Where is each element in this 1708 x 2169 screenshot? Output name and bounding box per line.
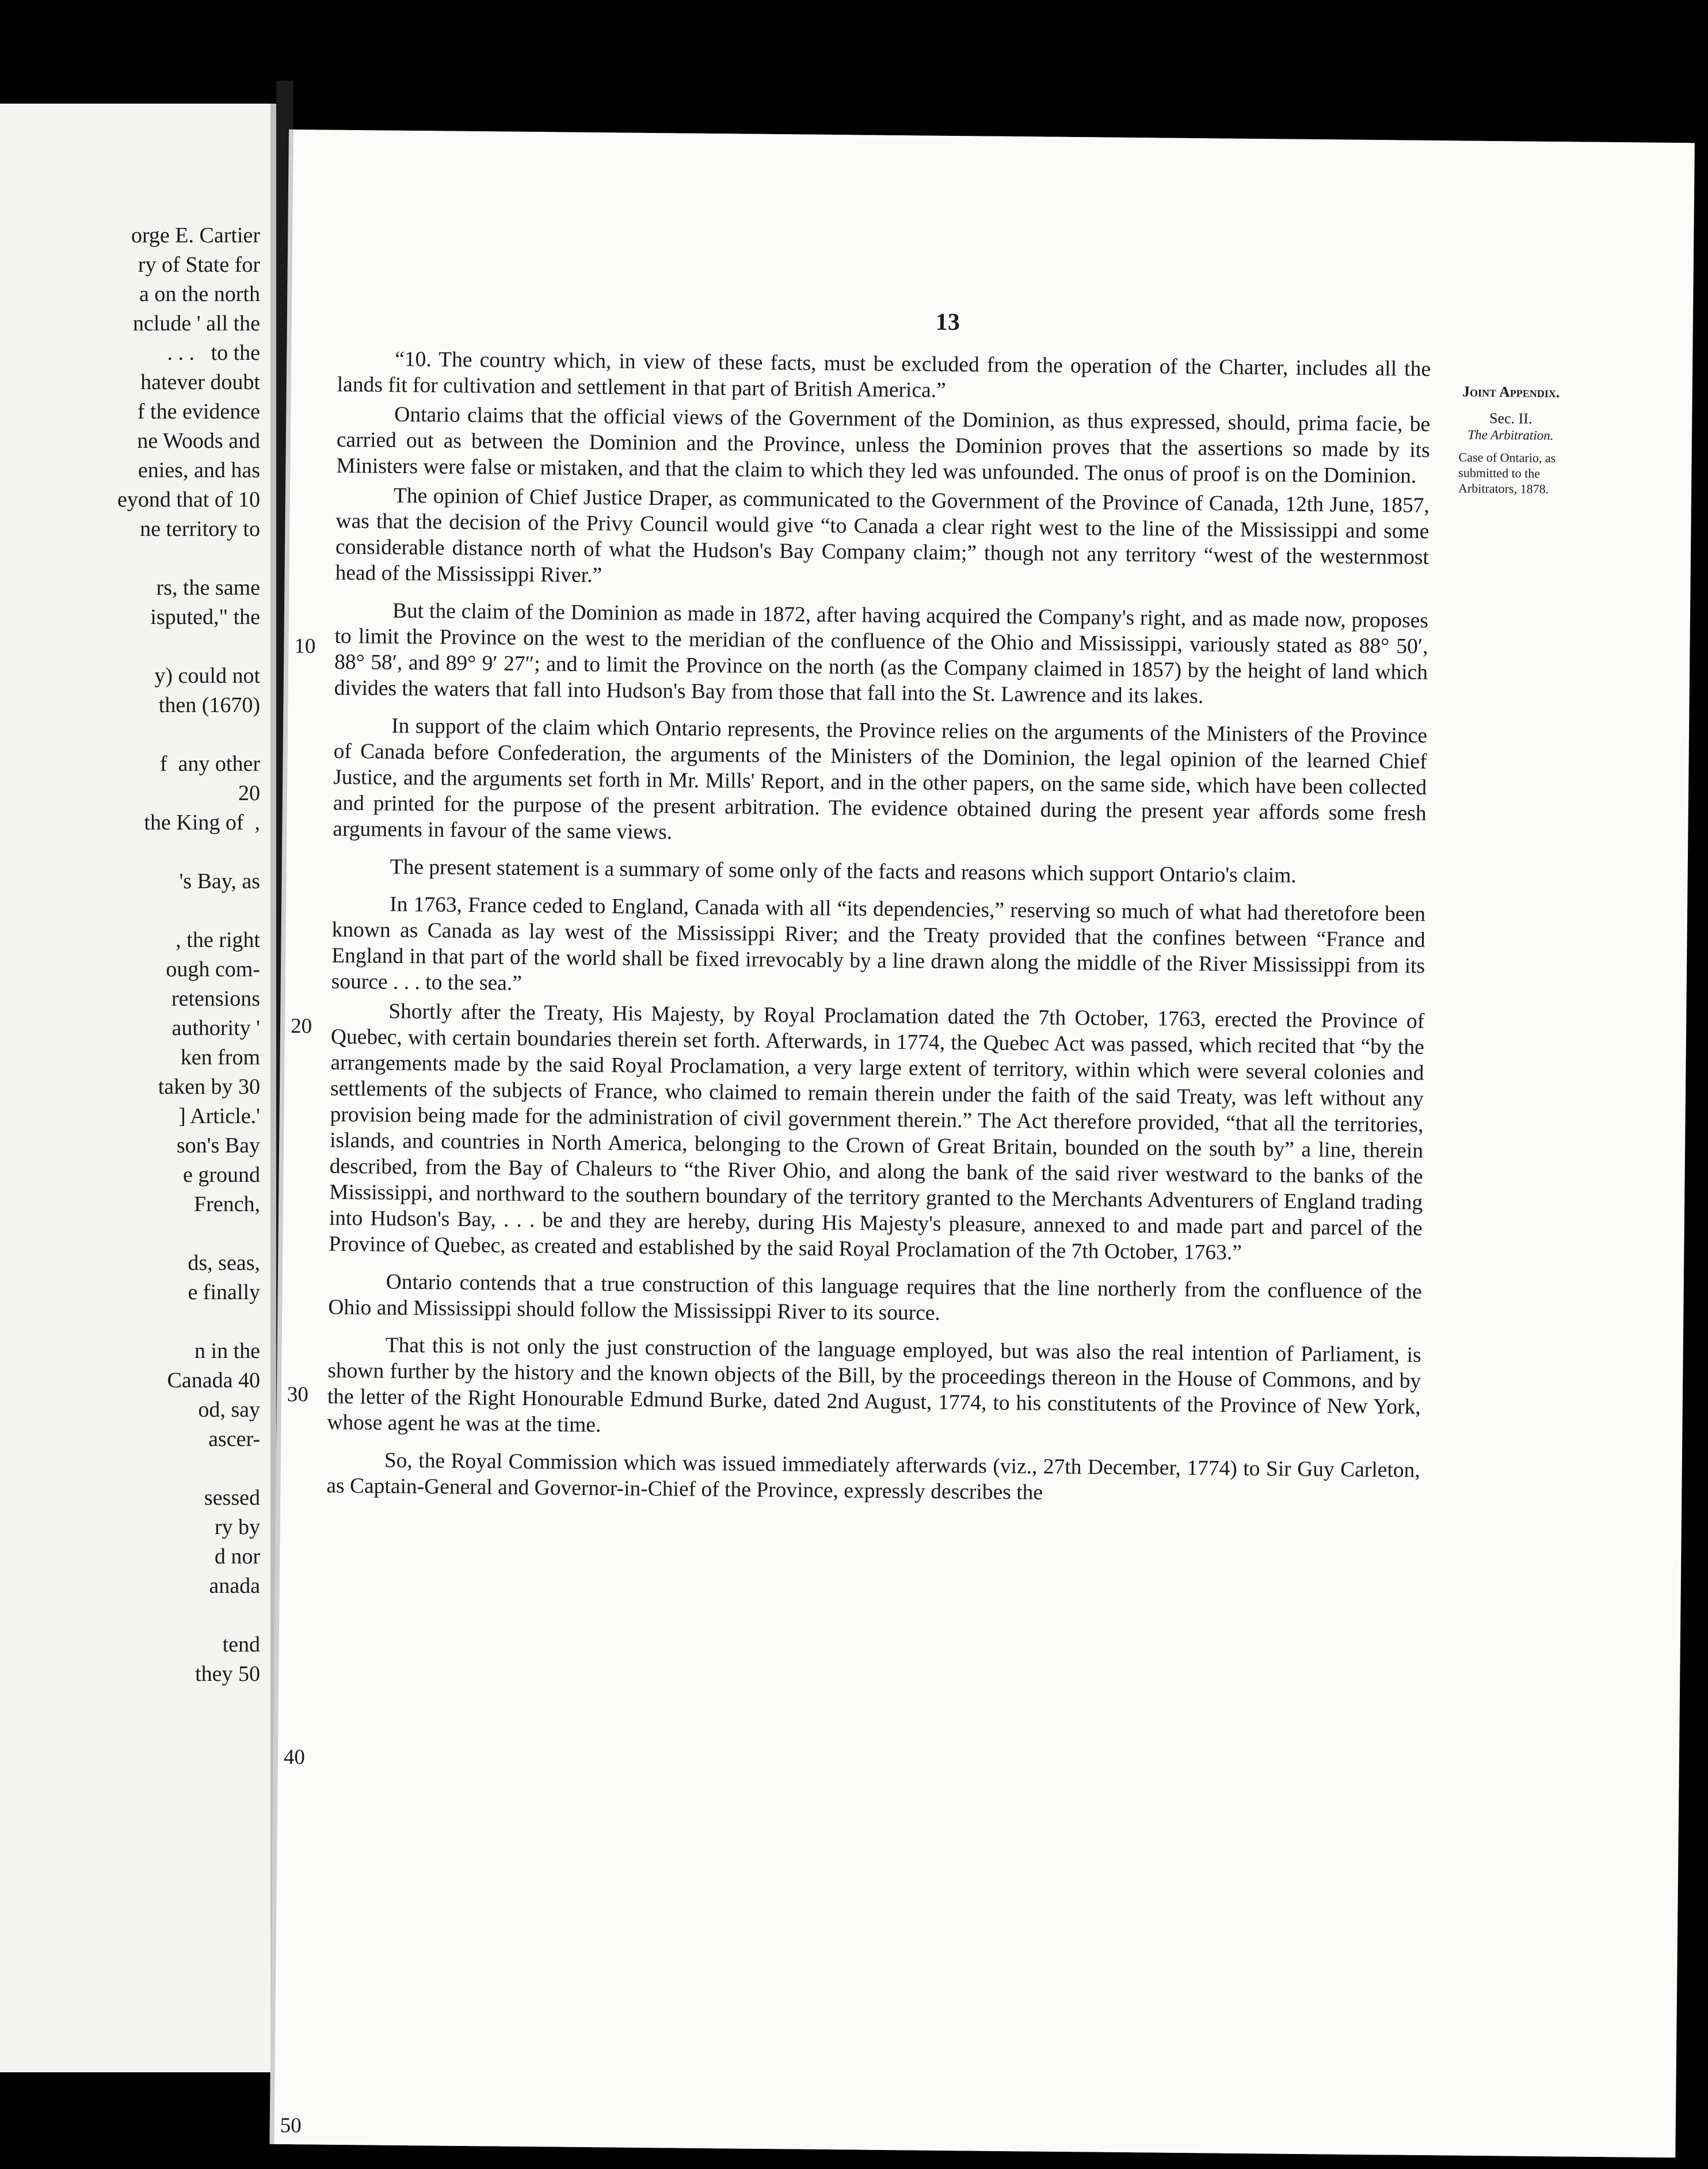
line-number: 30 — [287, 1382, 309, 1407]
left-page-text-fragment: they 50 — [195, 1662, 260, 1686]
main-text — [280, 346, 1431, 2138]
left-page-text-fragment: , the right — [176, 928, 260, 952]
paragraph: The opinion of Chief Justice Draper, as communicated to the Government of the Province of Canada, 12th June, 1857, was that the decision of the Privy Council would give “to Canada a clear right west to the line of the Mississippi and some considerable distance north of what the Hudson's Bay Company claim;” though not any territory “west of the westernmost head of the Mississippi River.” — [335, 484, 1430, 588]
left-page-text-fragment: ds, seas, — [188, 1251, 260, 1275]
left-page-text-fragment: ough com- — [166, 957, 260, 981]
paragraph: In 1763, France ceded to England, Canada with all “its dependencies,” reserving so much of what had theretofore been known as Canada as lay west of the Mississippi River; and the Treaty provided that the confines between “France and England in that part of the world shall be fixed irrevocably by a line drawn along the middle of the River Mississippi from its source . . . to the sea.” — [331, 892, 1426, 995]
line-number: 10 — [294, 634, 316, 659]
left-page-text-fragment: 's Bay, as — [179, 869, 260, 893]
paragraph: Ontario contends that a true construction of this language requires that the line northerly from the confluence of the Ohio and Mississippi should follow the Mississippi River to its source. — [328, 1270, 1422, 1325]
left-page-text-fragment: retensions — [171, 987, 260, 1011]
left-page-text-fragment: 20 — [238, 781, 260, 805]
left-page-text-fragment: ne territory to — [140, 517, 260, 541]
paragraph: Shortly after the Treaty, His Majesty, by Royal Proclamation dated the 7th October, 1763, erected the Province of Quebec, with certain boundaries therein set forth. Afterwards, in 1774, the Quebec Act was passed, which recited that “by the arrangements made by the said Royal Proclamation, a very large extent of territory, within which were several colonies and settlements of the subjects of France, who claimed to remain therein under the faith of the said Treaty, was left without any provision being made for the administration of civil government therein.” The Act therefore provided, “that all the territories, islands, and countries in North America, belonging to the Crown of Great Britain, bounded on the south by” a line, therein described, from the Bay of Chaleurs to “the River Ohio, and along the bank of the said river westward to the banks of the Mississippi, and northward to the southern boundary of the territory granted to the Merchants Adventurers of England trading into Hudson's Bay, . . . be and they are hereby, during His Majesty's pleasure, annexed to and made part and parcel of the Province of Quebec, as created and established by the said Royal Proclamation of the 7th October, 1763.” — [329, 999, 1425, 1265]
left-page-text-fragment: ascer- — [208, 1427, 260, 1451]
left-page-text-fragment: anada — [209, 1574, 260, 1598]
paragraph: “10. The country which, in view of these facts, must be excluded from the operation of the Charter, includes all the lands fit for cultivation and settlement in that part of British America.” — [337, 347, 1431, 402]
left-page-text-fragment: French, — [193, 1192, 260, 1216]
left-page-text-fragment: then (1670) — [158, 693, 260, 717]
left-page-text-fragment: f the evidence — [137, 399, 260, 424]
line-number: 20 — [290, 1014, 312, 1038]
margin-note-subheading: The Arbitration. — [1467, 428, 1554, 443]
left-page-text-fragment: orge E. Cartier — [131, 223, 260, 248]
paragraph: That this is not only the just construction of the language employed, but was also the real intention of Parliament, is shown further by the history and the known objects of the Bill, by the proceedings thereon in the House of Commons, and by the letter of the Right Honourable Edmund Burke, dated 2nd August, 1774, to his constitutents of the Province of New York, whose agent he was at the time. — [327, 1333, 1421, 1437]
left-page-text-fragment: taken by 30 — [158, 1075, 260, 1099]
left-page-text-fragment: od, say — [198, 1398, 260, 1422]
line-number: 50 — [280, 2113, 302, 2138]
left-page-text-fragment: ken from — [180, 1045, 260, 1070]
paragraph: So, the Royal Commission which was issued immediately afterwards (viz., 27th December, 1774) to Sir Guy Carleton, as Captain-General and Governor-in-Chief of the Province, expressly describes the — [326, 1448, 1420, 1505]
left-page-text-fragment: sessed — [204, 1486, 260, 1510]
left-page-text-fragment: e ground — [182, 1163, 260, 1187]
paragraph: The present statement is a summary of some only of the facts and reasons which support Ontario's claim. — [390, 855, 1297, 888]
left-page-text-fragment: y) could not — [154, 664, 260, 688]
left-page-text-fragment: ry by — [214, 1515, 260, 1539]
left-page-text-fragment: enies, and has — [138, 458, 260, 482]
left-page-text-fragment: hatever doubt — [140, 370, 260, 394]
page-number: 13 — [935, 309, 960, 336]
left-page-text-fragment: tend — [222, 1633, 260, 1657]
left-page-text-fragment: Canada 40 — [167, 1368, 260, 1392]
right-page — [274, 130, 1694, 2157]
left-page-text-fragment: rs, the same — [156, 576, 260, 600]
left-page — [0, 104, 276, 2072]
left-page-text-fragment: a on the north — [139, 282, 260, 306]
paragraph: In support of the claim which Ontario represents, the Province relies on the arguments of the Ministers of the Province of Canada before Confederation, the arguments of the Ministers of the Dominion, the legal opinion of the learned Chief Justice, and the arguments set forth in Mr. Mills' Report, and in the other papers, on the same side, which have been collected and printed for the purpose of the present arbitration. The evidence obtained during the present year affords some fresh arguments in favour of the same views. — [333, 714, 1428, 844]
margin-note-case: Case of Ontario, as submitted to the Arbitrators, 1878. — [1458, 450, 1556, 497]
paragraph: But the claim of the Dominion as made in 1872, after having acquired the Company's right, and as made now, proposes to limit the Province on the west to the meridian of the confluence of the Ohio and Mississippi, variously stated as 88° 50′, 88° 58′, and 89° 9′ 27″; and to limit the Province on the north (as the Company claimed in 1857) by the height of land which divides the waters that fall into Hudson's Bay from those that fall into the St. Lawrence and its lakes. — [334, 599, 1429, 709]
margin-note — [1447, 382, 1574, 497]
left-page-text-fragment: the King of , — [144, 810, 260, 835]
margin-note-section: Sec. II. — [1489, 409, 1532, 427]
line-number: 40 — [283, 1745, 306, 1770]
left-page-text-fragment: e finally — [188, 1280, 260, 1304]
left-page-text-fragment: . . . to the — [167, 341, 260, 365]
left-page-text-fragment: ry of State for — [138, 253, 260, 277]
left-page-text-fragment: d nor — [214, 1544, 260, 1569]
paragraph: Ontario claims that the official views of the Government of the Dominion, as thus expressed, should, prima facie, be carried out as between the Dominion and the Province, unless the Dominion proves that the assertions so made by its Ministers were false or mistaken, and that the claim to which they led was unfounded. The onus of proof is on the Dominion. — [336, 402, 1431, 488]
left-page-text-fragment: nclude ' all the — [132, 311, 260, 336]
left-page-text-fragment: ] Article.' — [178, 1104, 260, 1128]
margin-note-heading: Joint Appendix. — [1462, 383, 1560, 401]
left-page-text-fragment: authority ' — [171, 1016, 260, 1040]
left-page-text-fragment: son's Bay — [176, 1133, 260, 1158]
left-page-text-fragment: n in the — [195, 1339, 260, 1363]
left-page-text-fragment: f any other — [159, 752, 260, 776]
left-page-text-fragment: eyond that of 10 — [117, 488, 260, 512]
left-page-text-fragment: ne Woods and — [137, 429, 260, 453]
left-page-text-fragment: isputed," the — [150, 605, 260, 629]
